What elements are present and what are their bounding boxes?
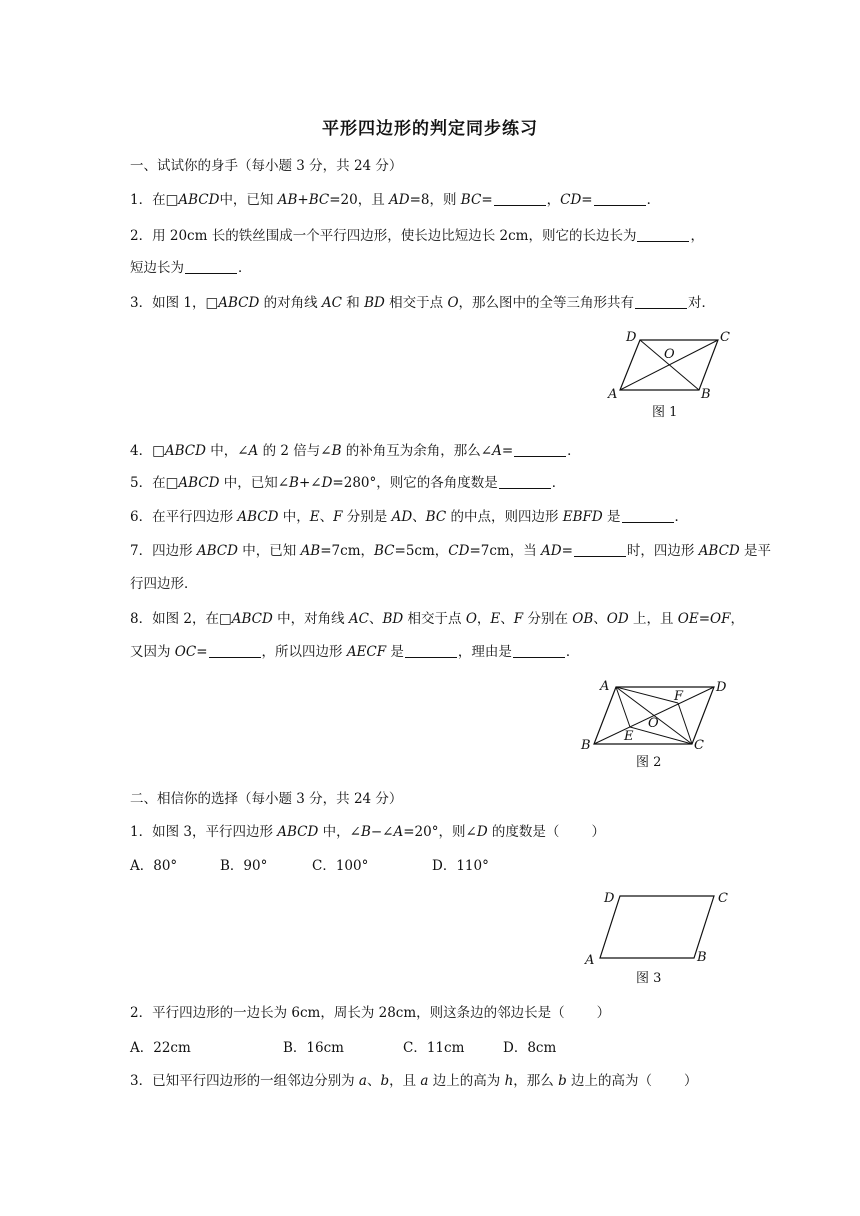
question-2-2-options: [130, 1038, 740, 1058]
fig2-label-b: B: [581, 738, 591, 753]
fig1-label-o: O: [664, 347, 675, 362]
question-1-2: 2．用 20cm 长的铁丝围成一个平行四边形，使长边比短边长 2cm，则它的长边长为 ，: [130, 228, 704, 244]
question-2-1-options: [130, 856, 740, 876]
answer-blank[interactable]: [185, 259, 237, 274]
fig3-caption: 图 3: [636, 971, 662, 986]
fig2-caption: 图 2: [636, 755, 662, 770]
fig1-caption: 图 1: [652, 405, 678, 420]
section-2-heading: 二、相信你的选择（每小题 3 分，共 24 分）: [130, 791, 403, 807]
fig2-label-o: O: [648, 716, 659, 731]
fig3-parallelogram: [600, 896, 714, 958]
page-title: 平形四边形的判定同步练习: [322, 119, 538, 139]
question-1-5: 5．在□ABCD 中，已知∠B+∠D=280°，则它的各角度数是 ．: [130, 475, 566, 491]
question-1-8: 8．如图 2，在□ABCD 中，对角线 AC、BD 相交于点 O，E、F 分别在 OB、OD 上，且 OE=OF，: [130, 611, 744, 627]
answer-blank[interactable]: [513, 643, 565, 658]
question-1-6: 6．在平行四边形 ABCD 中，E、F 分别是 AD、BC 的中点，则四边形 EBFD 是 ．: [130, 509, 689, 525]
fig2-segment-fc: [678, 703, 692, 744]
fig1-label-a: A: [608, 387, 618, 402]
option-d[interactable]: D．110°: [432, 858, 489, 874]
option-a[interactable]: A．80°: [130, 858, 178, 874]
answer-blank[interactable]: [637, 227, 689, 242]
fig3-label-d: D: [604, 891, 615, 906]
fig2-label-a: A: [600, 679, 610, 694]
fig2-label-e: E: [624, 729, 634, 744]
question-1-7: 7．四边形 ABCD 中，已知 AB=7cm，BC=5cm，CD=7cm，当 AD= 时，四边形 ABCD 是平: [130, 543, 772, 559]
fig2-label-f: F: [674, 689, 684, 704]
option-a[interactable]: A．22cm: [130, 1040, 191, 1056]
question-1-2-cont: 短边长为 ．: [130, 260, 252, 276]
question-2-2: 2．平行四边形的一边长为 6cm，周长为 28cm，则这条边的邻边长是（ ）: [130, 1005, 611, 1021]
option-d[interactable]: D．8cm: [503, 1040, 557, 1056]
answer-blank[interactable]: [494, 191, 546, 206]
fig3-label-b: B: [697, 950, 707, 965]
fig2-segment-ae: [616, 687, 630, 727]
question-1-8-cont: 又因为 OC= ，所以四边形 AECF 是 ，理由是 ．: [130, 644, 580, 660]
question-1-3: 3．如图 1，□ABCD 的对角线 AC 和 BD 相交于点 O，那么图中的全等三角形共有 对．: [130, 295, 716, 311]
fig2-label-d: D: [716, 680, 727, 695]
fig2-segment-ec: [630, 727, 692, 744]
fig1-label-d: D: [626, 330, 637, 345]
answer-blank[interactable]: [635, 294, 687, 309]
question-1-4: 4．□ABCD 中，∠A 的 2 倍与∠B 的补角互为余角，那么∠A= ．: [130, 443, 581, 459]
question-1-7-cont: 行四边形．: [130, 576, 198, 592]
fig3-label-c: C: [718, 891, 728, 906]
answer-blank[interactable]: [622, 508, 674, 523]
answer-blank[interactable]: [499, 474, 551, 489]
option-c[interactable]: C．11cm: [403, 1040, 465, 1056]
question-1-1: 1．在□ABCD中，已知 AB+BC=20，且 AD=8，则 BC= ，CD= ．: [130, 192, 661, 208]
option-b[interactable]: B．16cm: [283, 1040, 344, 1056]
answer-blank[interactable]: [209, 643, 261, 658]
fig1-label-b: B: [701, 387, 711, 402]
answer-blank[interactable]: [594, 191, 646, 206]
answer-blank[interactable]: [574, 542, 626, 557]
question-2-1: 1．如图 3，平行四边形 ABCD 中，∠B−∠A=20°，则∠D 的度数是（ ）: [130, 824, 605, 840]
fig2-label-c: C: [694, 738, 704, 753]
fig1-label-c: C: [720, 330, 730, 345]
answer-blank[interactable]: [514, 442, 566, 457]
figure-1: [600, 326, 735, 424]
figure-3: [580, 882, 740, 992]
answer-blank[interactable]: [405, 643, 457, 658]
fig3-label-a: A: [585, 953, 595, 968]
option-c[interactable]: C．100°: [312, 858, 369, 874]
section-1-heading: 一、试试你的身手（每小题 3 分，共 24 分）: [130, 158, 403, 174]
fig2-segment-af: [616, 687, 678, 703]
option-b[interactable]: B．90°: [220, 858, 268, 874]
question-2-3: 3．已知平行四边形的一组邻边分别为 a、b，且 a 边上的高为 h，那么 b 边上的高为（ ）: [130, 1073, 698, 1089]
figure-2: [578, 674, 738, 774]
